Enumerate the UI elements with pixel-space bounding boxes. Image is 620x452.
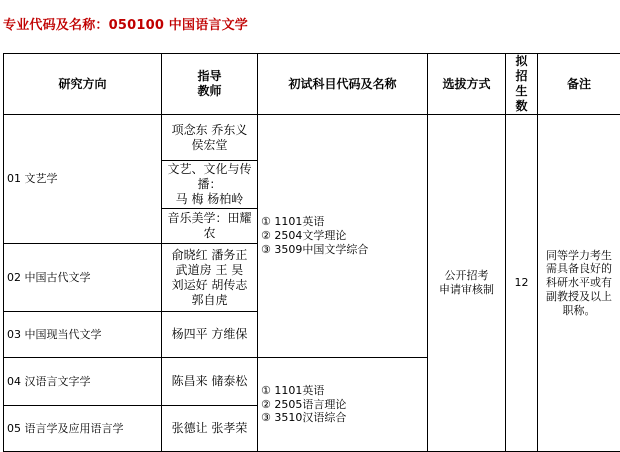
program-table bbox=[3, 53, 620, 452]
teacher-cell: 张德让 张孝荣 bbox=[162, 406, 258, 452]
teacher-cell: 俞晓红 潘务正 武道房 王 昊 刘运好 胡传志 郭自虎 bbox=[162, 244, 258, 312]
header-quota: 拟 招 生 数 bbox=[506, 54, 538, 115]
header-selection: 选拔方式 bbox=[428, 54, 506, 115]
header-exam: 初试科目代码及名称 bbox=[258, 54, 428, 115]
direction-04: 04 汉语言文字学 bbox=[4, 358, 162, 406]
teacher-cell: 音乐美学：田耀 农 bbox=[162, 209, 258, 244]
direction-03: 03 中国现当代文学 bbox=[4, 312, 162, 358]
header-teacher: 指导 教师 bbox=[162, 54, 258, 115]
selection-method: 公开招考 申请审核制 bbox=[428, 115, 506, 452]
direction-02: 02 中国古代文学 bbox=[4, 244, 162, 312]
quota-value: 12 bbox=[506, 115, 538, 452]
header-row bbox=[4, 54, 620, 115]
header-note: 备注 bbox=[538, 54, 620, 115]
teacher-cell: 杨四平 方维保 bbox=[162, 312, 258, 358]
header-direction: 研究方向 bbox=[4, 54, 162, 115]
teacher-cell: 文艺、文化与传 播： 马 梅 杨柏岭 bbox=[162, 161, 258, 209]
direction-01: 01 文艺学 bbox=[4, 115, 162, 244]
page-title: 专业代码及名称：050100 中国语言文学 bbox=[3, 14, 248, 33]
direction-05: 05 语言学及应用语言学 bbox=[4, 406, 162, 452]
teacher-cell: 陈昌来 储泰松 bbox=[162, 358, 258, 406]
teacher-cell: 项念东 乔东义 侯宏堂 bbox=[162, 115, 258, 161]
exam-group-2: ① 1101英语 ② 2505语言理论 ③ 3510汉语综合 bbox=[258, 358, 428, 452]
exam-group-1: ① 1101英语 ② 2504文学理论 ③ 3509中国文学综合 bbox=[258, 115, 428, 358]
note-text: 同等学力考生 需具备良好的 科研水平或有 副教授及以上 职称。 bbox=[538, 115, 620, 452]
table-row bbox=[4, 115, 620, 161]
